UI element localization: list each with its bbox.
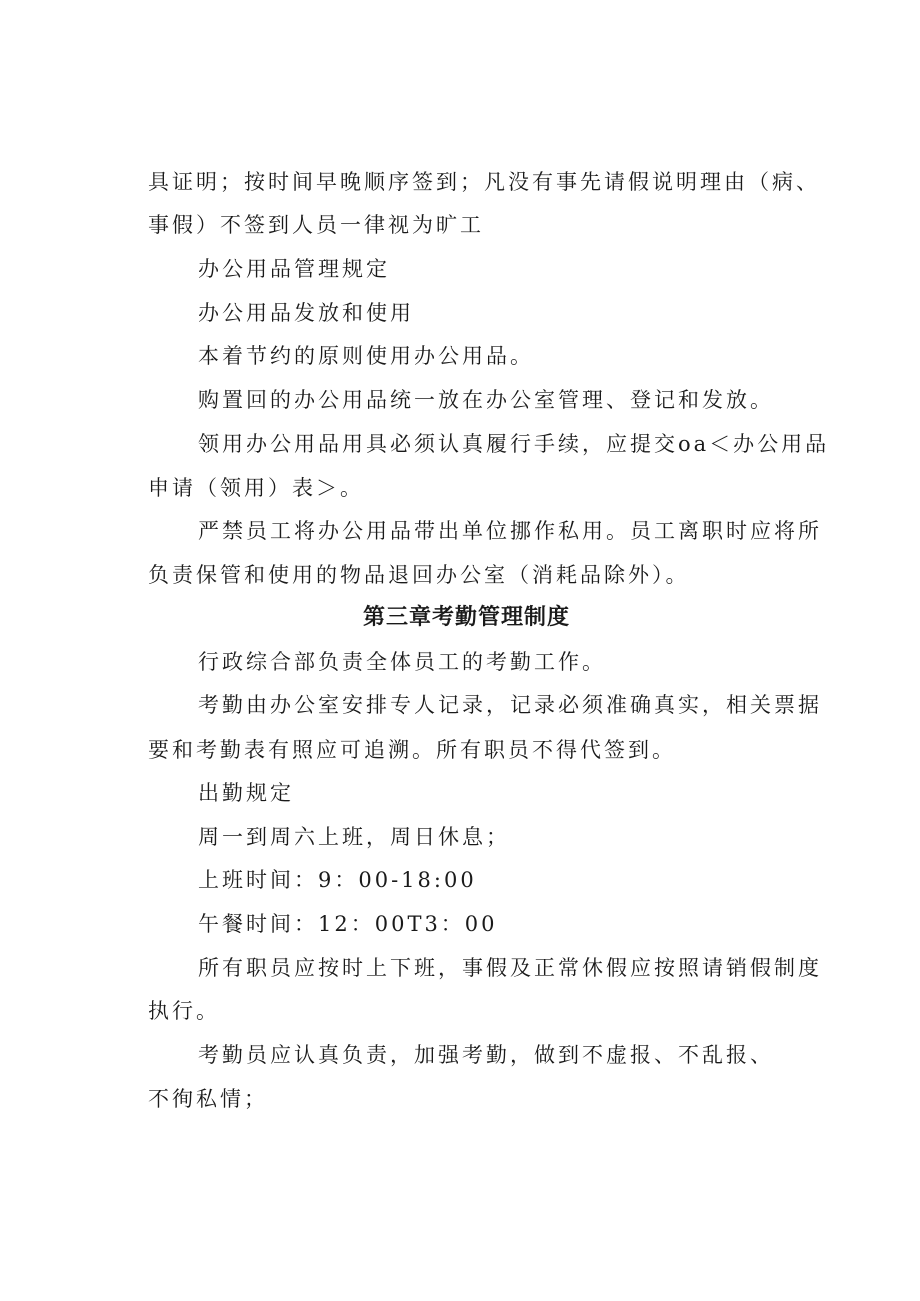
paragraph-line: 执行。 [148, 999, 220, 1023]
paragraph-line: 考勤由办公室安排专人记录，记录必须准确真实，相关票据 [198, 693, 822, 717]
paragraph-line: 行政综合部负责全体员工的考勤工作。 [198, 650, 606, 674]
paragraph-line: 负责保管和使用的物品退回办公室（消耗品除外）。 [148, 563, 690, 587]
paragraph-line: 考勤员应认真负责，加强考勤，做到不虚报、不乱报、 [198, 1043, 774, 1067]
paragraph-line: 购置回的办公用品统一放在办公室管理、登记和发放。 [198, 388, 774, 412]
paragraph-line: 不徇私情； [148, 1087, 268, 1111]
paragraph-line: 所有职员应按时上下班，事假及正常休假应按照请销假制度 [198, 956, 822, 980]
paragraph-line: 周一到周六上班，周日休息； [198, 825, 510, 849]
subsection-title: 出勤规定 [198, 781, 294, 805]
paragraph-line: 具证明；按时间早晚顺序签到；凡没有事先请假说明理由（病、 [148, 170, 820, 194]
chapter-heading: 第三章考勤管理制度 [363, 605, 571, 630]
paragraph-line: 事假）不签到人员一律视为旷工 [148, 213, 484, 237]
paragraph-line: 要和考勤表有照应可追溯。所有职员不得代签到。 [148, 738, 676, 762]
section-title: 办公用品管理规定 [198, 257, 390, 281]
paragraph-line: 严禁员工将办公用品带出单位挪作私用。员工离职时应将所 [198, 519, 822, 543]
subsection-title: 办公用品发放和使用 [198, 301, 414, 325]
work-hours-line: 上班时间：9：00-18:00 [198, 868, 477, 892]
paragraph-line: 本着节约的原则使用办公用品。 [198, 344, 534, 368]
paragraph-line: 申请（领用）表＞。 [148, 476, 364, 500]
paragraph-line: 领用办公用品用具必须认真履行手续，应提交oa＜办公用品 [198, 432, 830, 456]
lunch-hours-line: 午餐时间：12：00T3：00 [198, 912, 498, 936]
